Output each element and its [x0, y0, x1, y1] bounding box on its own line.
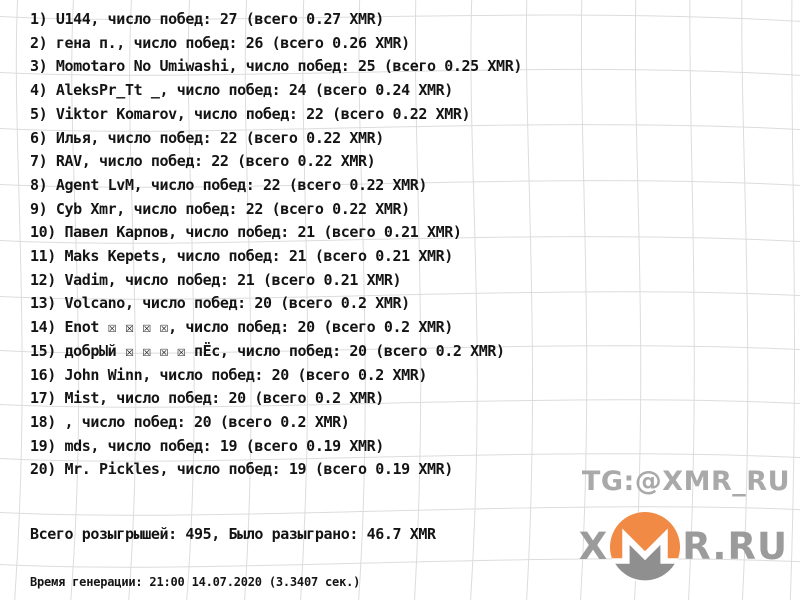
- site-watermark-suffix: R.RU: [682, 525, 788, 568]
- site-watermark: [579, 512, 788, 582]
- leaderboard-entry: 7) RAV, число побед: 22 (всего 0.22 XMR): [30, 152, 376, 171]
- leaderboard-entry: 1) U144, число побед: 27 (всего 0.27 XMR): [30, 10, 384, 28]
- leaderboard-list: [30, 8, 522, 482]
- leaderboard-entry: 12) Vadim, число побед: 21 (всего 0.21 XMR): [30, 270, 402, 289]
- leaderboard-entry: 15) добрЫй ☒ ☒ ☒ ☒ пЁс, число побед: 20 (всего 0.2 XMR): [30, 341, 505, 360]
- leaderboard-entry: 18) , число побед: 20 (всего 0.2 XMR): [30, 412, 350, 431]
- leaderboard-entry: 5) Viktor Komarov, число побед: 22 (всего 0.22 XMR): [30, 104, 471, 123]
- leaderboard-entry: 20) Mr. Pickles, число побед: 19 (всего 0.19 XMR): [30, 460, 453, 479]
- leaderboard-entry: 16) John Winn, число побед: 20 (всего 0.2 XMR): [30, 365, 428, 384]
- leaderboard-entry: 2) гена п., число побед: 26 (всего 0.26 XMR): [30, 33, 410, 52]
- leaderboard-entry: 4) AleksPr_Tt _, число побед: 24 (всего 0.24 XMR): [30, 81, 453, 100]
- leaderboard-entry: 14) Enot ☒ ☒ ☒ ☒, число побед: 20 (всего 0.2 XMR): [30, 318, 453, 337]
- leaderboard-entry: 13) Volcano, число побед: 20 (всего 0.2 XMR): [30, 294, 410, 313]
- leaderboard-entry: 9) Cyb Xmr, число побед: 22 (всего 0.22 XMR): [30, 199, 410, 218]
- monero-logo-icon: [610, 512, 680, 582]
- leaderboard-entry: 6) Илья, число побед: 22 (всего 0.22 XMR): [30, 128, 384, 147]
- generation-time: Время генерации: 21:00 14.07.2020 (3.3407 сек.): [30, 575, 361, 589]
- leaderboard-entry: 17) Mist, число побед: 20 (всего 0.2 XMR): [30, 389, 384, 408]
- leaderboard-entry: 10) Павел Карпов, число побед: 21 (всего 0.21 XMR): [30, 223, 462, 242]
- leaderboard-entry: 19) mds, число побед: 19 (всего 0.19 XMR): [30, 436, 384, 455]
- site-watermark-prefix: X: [578, 525, 609, 568]
- leaderboard-entry: 8) Agent LvM, число побед: 22 (всего 0.22 XMR): [30, 175, 428, 194]
- leaderboard-entry: 3) Momotaro No Umiwashi, число побед: 25 (всего 0.25 XMR): [30, 57, 522, 76]
- telegram-watermark: TG:@XMR_RU: [581, 466, 790, 497]
- leaderboard-entry: 11) Maks Kepets, число побед: 21 (всего 0.21 XMR): [30, 247, 453, 266]
- totals-summary: Всего розыгрышей: 495, Было разыграно: 46.7 XMR: [30, 525, 436, 543]
